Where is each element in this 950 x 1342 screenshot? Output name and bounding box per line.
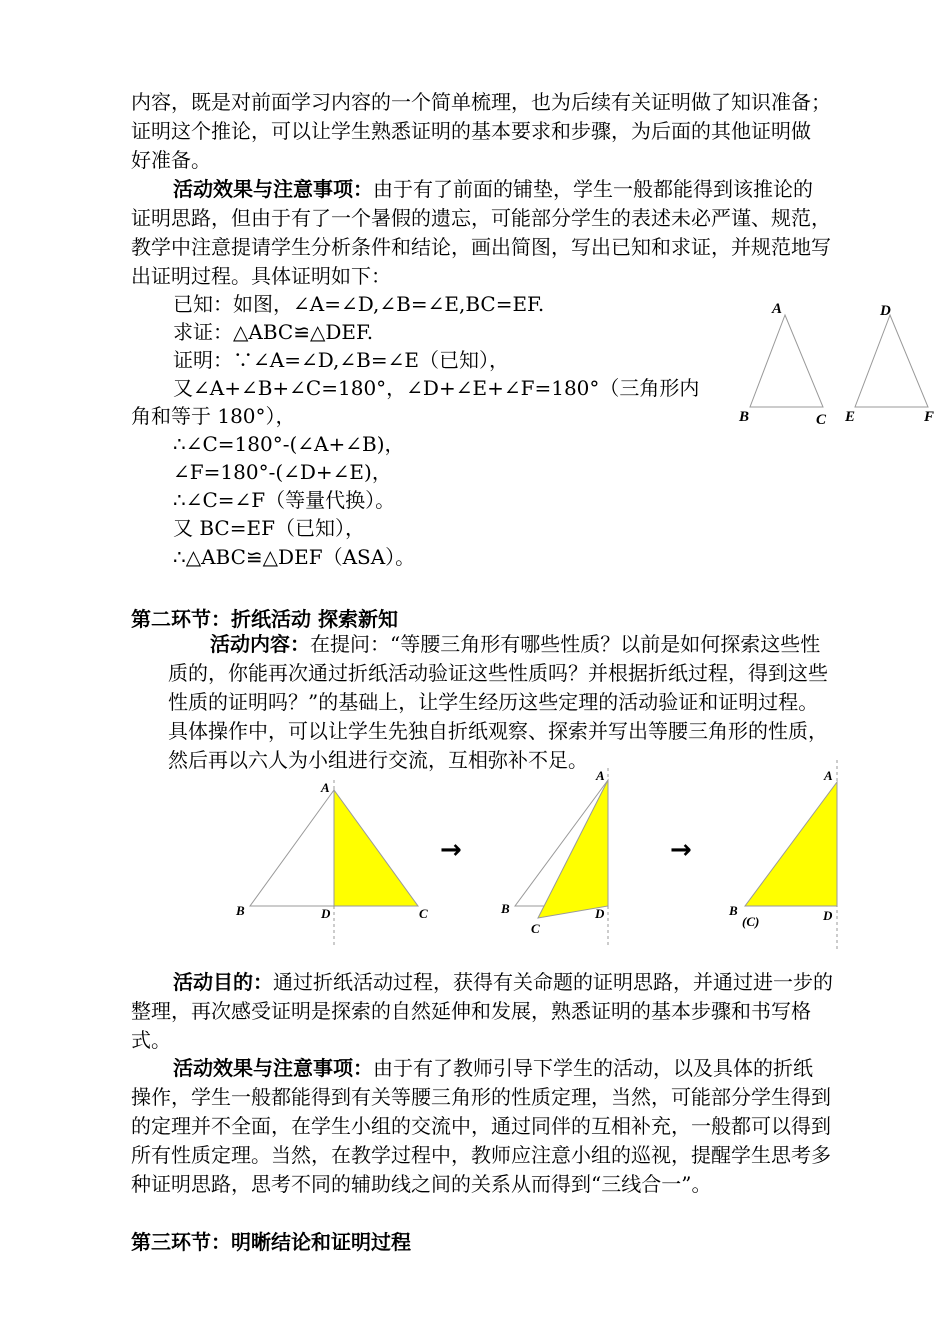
effect1-line-4: 出证明过程。具体证明如下： [131,264,391,288]
effect2-line-1 [173,1054,813,1082]
panel2-yellow-triangle [538,780,608,918]
effect1-line-2: 证明思路，但由于有了一个暑假的遗忘，可能部分学生的表述未必严谨、规范， [131,206,831,230]
proof-line-5: ∠F=180°-(∠D+∠E)， [173,460,392,484]
effect1-line-1 [173,175,813,203]
label-e: E [845,409,856,425]
p2-label-a: A [596,768,605,783]
content-label: 活动内容： [210,632,310,656]
panel1-yellow-triangle [334,790,418,906]
section2-line-5: 然后再以六人为小组进行交流，互相弥补不足。 [168,748,588,772]
proof-line-7: 又 BC=EF（已知）， [173,516,365,540]
purpose-text-1: 通过折纸活动过程，获得有关命题的证明思路，并通过进一步的 [273,970,833,994]
triangle-abc [750,315,823,407]
purpose-line-3: 式。 [131,1028,171,1052]
section2-title: 第二环节：折纸活动 探索新知 [131,607,398,631]
p1-label-b: B [236,903,245,918]
purpose-label: 活动目的： [173,970,273,994]
arrow-2: → [670,835,692,865]
label-d: D [880,303,891,319]
proof-line-8: ∴△ABC≌△DEF（ASA）。 [173,545,416,569]
p1-label-c: C [419,906,428,921]
intro-line-1: 内容，既是对前面学习内容的一个简单梳理，也为后续有关证明做了知识准备； [131,90,831,114]
p3-label-b: B [729,903,738,918]
effect2-line-4: 所有性质定理。当然，在教学过程中，教师应注意小组的巡视，提醒学生思考多 [131,1143,831,1167]
proof-line-2: 又∠A+∠B+∠C=180°，∠D+∠E+∠F=180°（三角形内 [173,376,700,400]
triangle-def [855,315,928,407]
proof-line-6: ∴∠C=∠F（等量代换）。 [173,488,396,512]
intro-line-2: 证明这个推论，可以让学生熟悉证明的基本要求和步骤，为后面的其他证明做 [131,119,811,143]
section2-line-1 [210,630,820,658]
p2-label-b: B [501,901,510,916]
effect2-line-2: 操作，学生一般都能得到有关等腰三角形的性质定理，当然，可能部分学生得到 [131,1085,831,1109]
effect1-label: 活动效果与注意事项： [173,177,373,201]
proof-prove: 求证：△ABC≌△DEF. [173,320,374,344]
purpose-line-2: 整理，再次感受证明是探索的自然延伸和发展，熟悉证明的基本步骤和书写格 [131,999,811,1023]
effect2-label: 活动效果与注意事项： [173,1056,373,1080]
p1-label-a: A [321,780,330,795]
proof-given: 已知：如图，∠A=∠D,∠B=∠E,BC=EF. [173,292,545,316]
proof-line-3: 角和等于 180°）， [131,404,296,428]
panel1-left-triangle [250,790,334,906]
effect2-text-1: 由于有了教师引导下学生的活动，以及具体的折纸 [373,1056,813,1080]
label-f: F [924,409,935,425]
panel3-yellow-triangle [745,782,837,906]
p3-label-d: D [823,908,833,923]
p1-label-d: D [321,906,331,921]
effect2-line-3: 的定理并不全面，在学生小组的交流中，通过同伴的互相补充，一般都可以得到 [131,1114,831,1138]
folding-figure [225,760,865,955]
p2-label-d: D [595,906,605,921]
label-a: A [772,301,783,317]
intro-line-3: 好准备。 [131,148,211,172]
section2-line-3: 性质的证明吗？”的基础上，让学生经历这些定理的活动验证和证明过程。 [168,690,819,714]
section2-text-1: 在提问：“等腰三角形有哪些性质？以前是如何探索这些性 [310,632,821,656]
effect1-line-3: 教学中注意提请学生分析条件和结论，画出简图，写出已知和求证，并规范地写 [131,235,831,259]
purpose-line-1 [173,968,833,996]
section2-line-2: 质的，你能再次通过折纸活动验证这些性质吗？并根据折纸过程，得到这些 [168,661,828,685]
arrow-1: → [440,835,462,865]
section2-line-4: 具体操作中，可以让学生先独自折纸观察、探索并写出等腰三角形的性质， [168,719,828,743]
p3-label-c: (C) [742,914,760,929]
effect2-line-5: 种证明思路，思考不同的辅助线之间的关系从而得到“三线合一”。 [131,1172,712,1196]
p3-label-a: A [824,768,833,783]
section3-title: 第三环节：明晰结论和证明过程 [131,1230,411,1254]
p2-label-c: C [531,921,540,936]
label-c: C [816,412,827,428]
label-b: B [739,409,750,425]
effect1-text-1: 由于有了前面的铺垫，学生一般都能得到该推论的 [373,177,813,201]
triangles-figure [735,295,945,435]
proof-line-4: ∴∠C=180°-(∠A+∠B)， [173,432,405,456]
proof-line-1: 证明：∵∠A=∠D,∠B=∠E（已知）， [173,348,509,372]
